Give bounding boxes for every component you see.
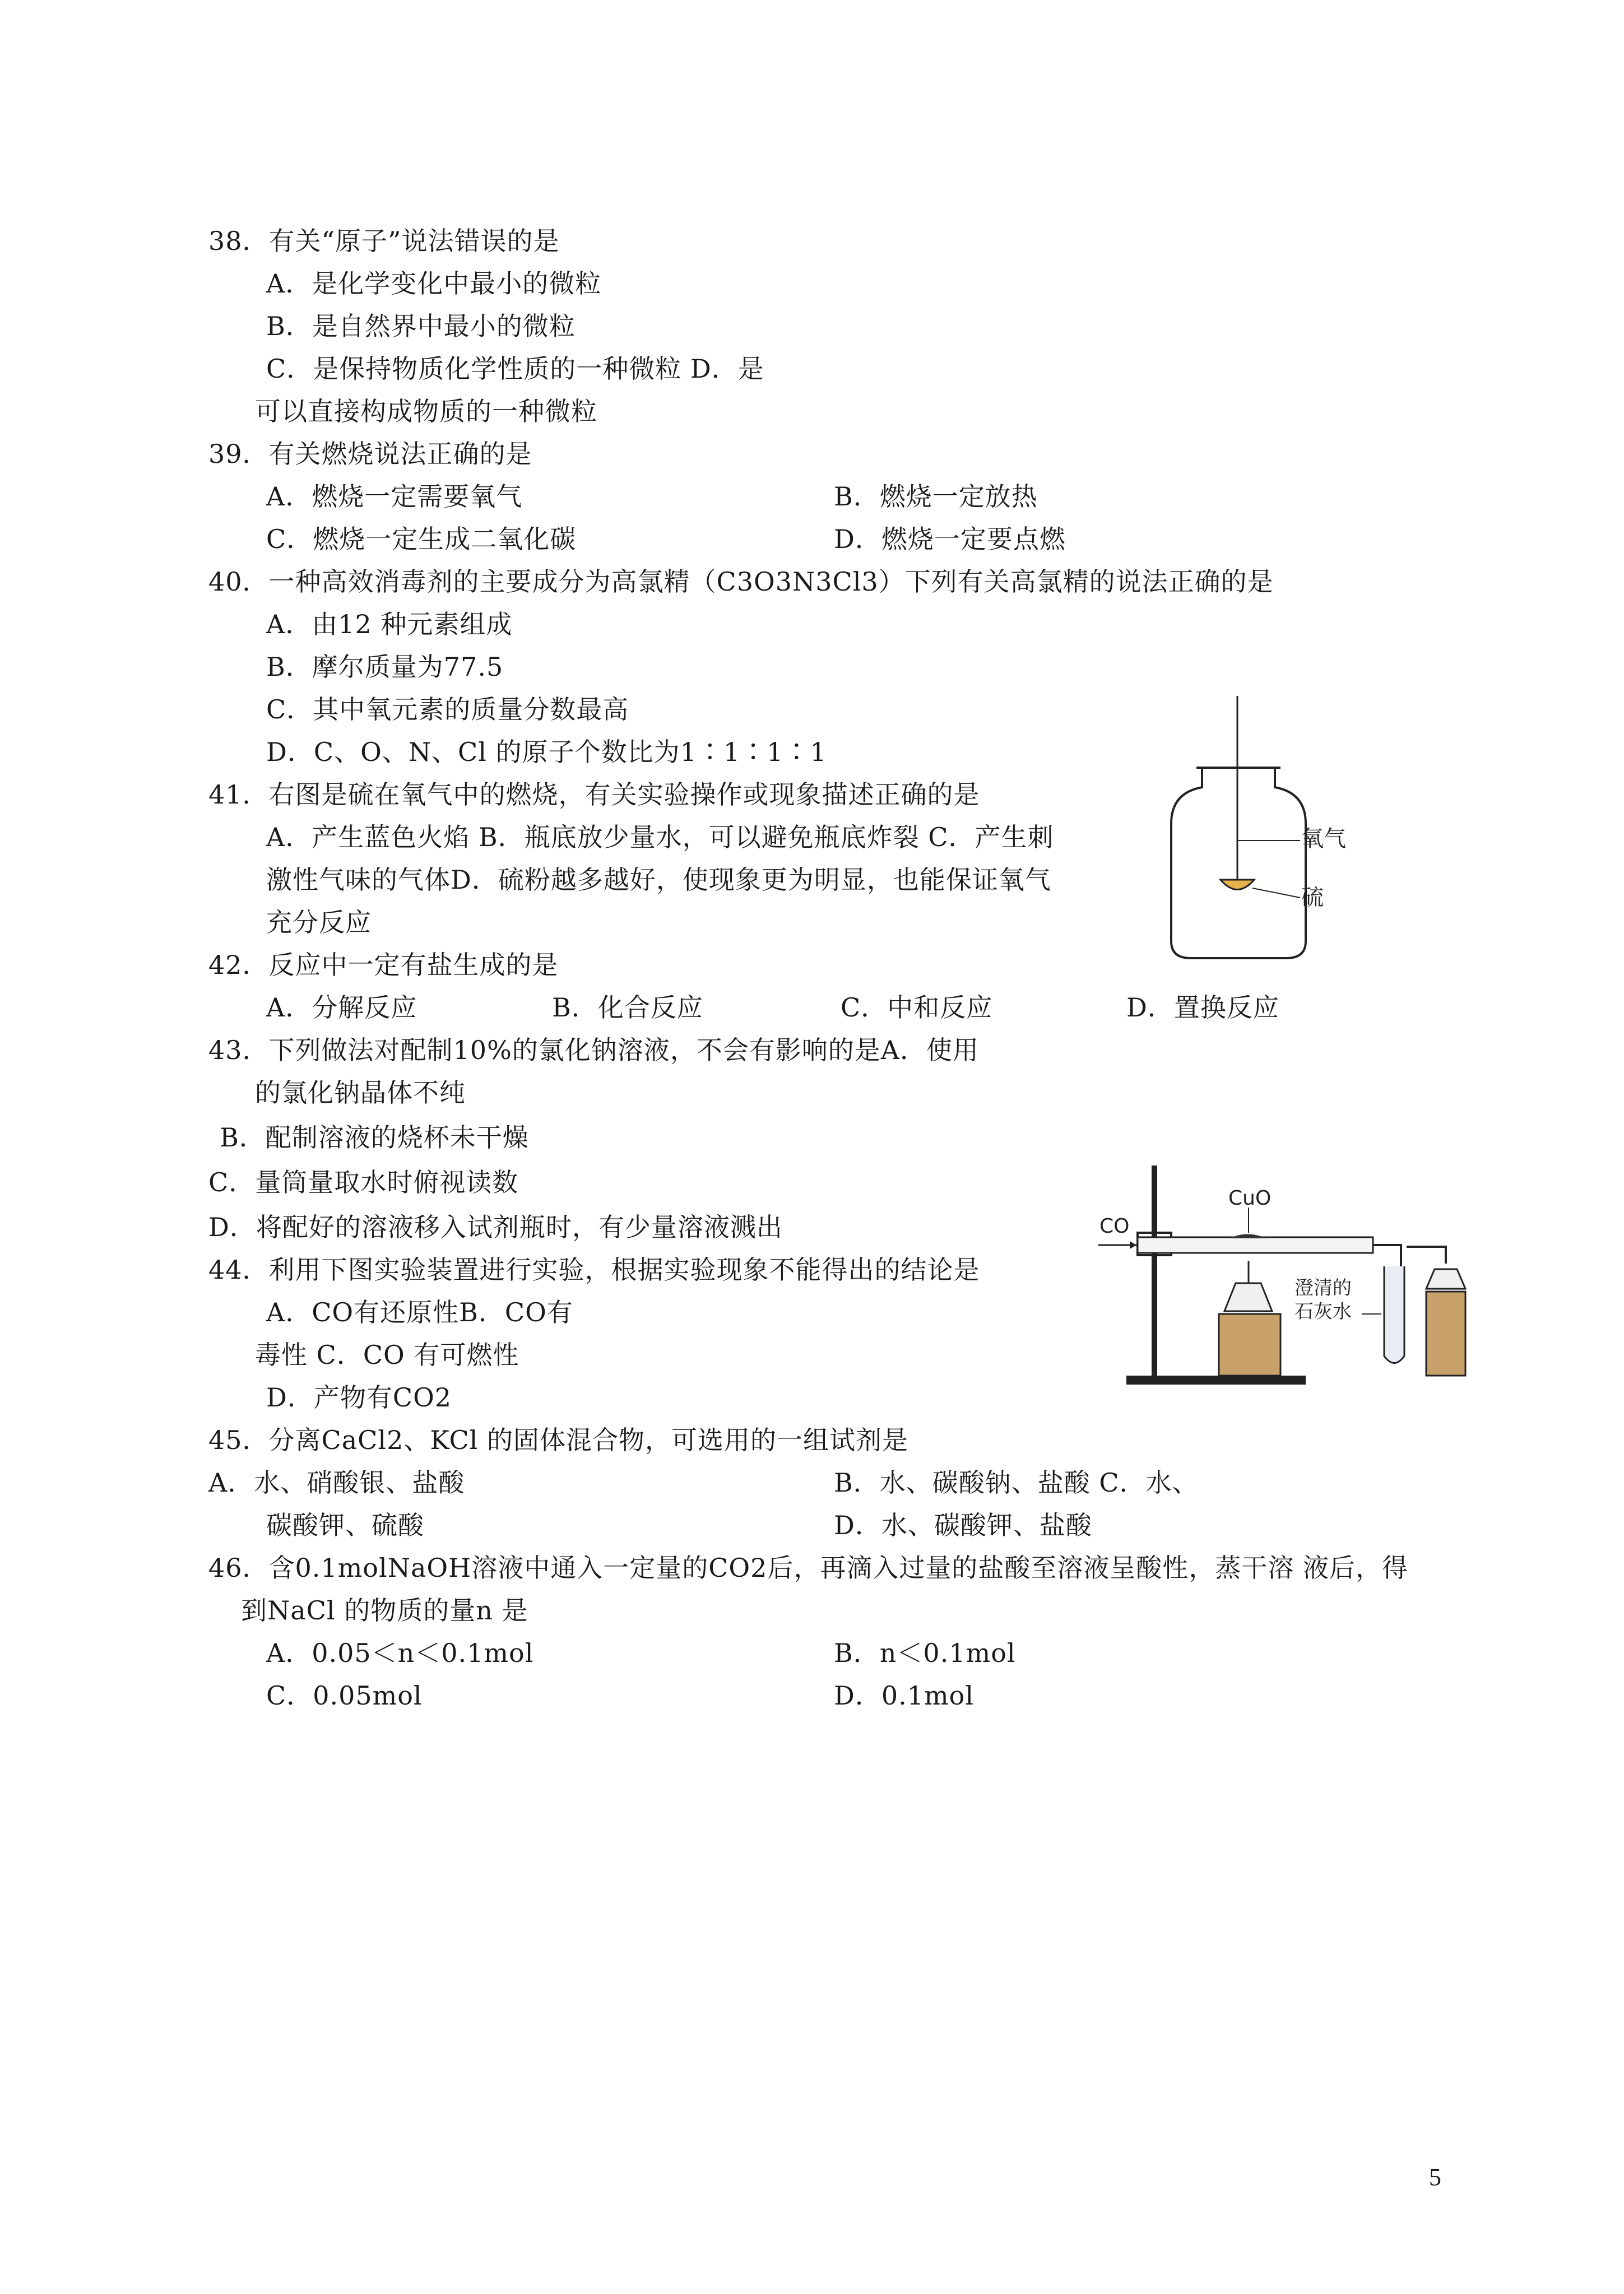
q43-option-c: C．量筒量取水时俯视读数	[208, 1167, 519, 1197]
q39-option-d: D．燃烧一定要点燃	[834, 524, 1066, 554]
q45-option-c: 碳酸钾、硫酸	[266, 1510, 424, 1540]
q46-stem-cont: 到NaCl 的物质的量n 是	[241, 1595, 528, 1626]
q46-stem: 46．含0.1molNaOH溶液中通入一定量的CO2后，再滴入过量的盐酸至溶液呈酸性，蒸干溶 液后，得	[208, 1553, 1409, 1583]
q45-stem: 45．分离CaCl2、KCl 的固体混合物，可选用的一组试剂是	[208, 1425, 908, 1455]
q42-option-c: C．中和反应	[841, 992, 993, 1023]
q40-option-b: B．摩尔质量为77.5	[266, 652, 504, 682]
q41-options-line-3: 充分反应	[266, 907, 372, 937]
q41-stem: 41．右图是硫在氧气中的燃烧，有关实验操作或现象描述正确的是	[208, 779, 980, 810]
q40-stem: 40．一种高效消毒剂的主要成分为高氯精（C3O3N3Cl3）下列有关高氯精的说法正确的是	[208, 566, 1274, 597]
q40-option-a: A．由12 种元素组成	[266, 609, 513, 639]
q44-options-line-2: 毒性 C．CO 有可燃性	[255, 1340, 519, 1370]
combustion-spoon	[1221, 880, 1254, 890]
label-oxygen: 氧气	[1301, 826, 1346, 852]
q43-option-d: D．将配好的溶液移入试剂瓶时，有少量溶液溅出	[208, 1212, 783, 1242]
q44-option-d: D．产物有CO2	[266, 1382, 452, 1413]
q45-option-d: D．水、碳酸钾、盐酸	[834, 1510, 1092, 1540]
q46-option-a: A．0.05＜n＜0.1mol	[266, 1638, 534, 1668]
q38-stem: 38．有关“原子”说法错误的是	[208, 226, 560, 256]
test-tube-limewater	[1384, 1266, 1404, 1363]
q42-option-a: A．分解反应	[266, 992, 417, 1023]
q40-option-d: D．C、O、N、Cl 的原子个数比为1∶1∶1∶1	[266, 737, 827, 767]
q38-option-b: B．是自然界中最小的微粒	[266, 311, 576, 341]
co-reduction-apparatus-figure	[1098, 1154, 1468, 1390]
iron-stand-rod	[1152, 1165, 1157, 1377]
glass-tube	[1138, 1237, 1373, 1253]
q40-option-c: C．其中氧元素的质量分数最高	[266, 694, 629, 725]
q44-stem: 44．利用下图实验装置进行实验，根据实验现象不能得出的结论是	[208, 1255, 980, 1285]
q38-option-c: C．是保持物质化学性质的一种微粒 D．是	[266, 354, 764, 384]
label-sulfur: 硫	[1301, 885, 1324, 911]
q43-option-a-cont: 的氯化钠晶体不纯	[255, 1078, 466, 1108]
sulfur-combustion-figure	[1138, 695, 1346, 975]
q46-option-b: B．n＜0.1mol	[834, 1638, 1016, 1668]
q38-option-d: 可以直接构成物质的一种微粒	[255, 396, 597, 426]
label-co: CO	[1099, 1215, 1130, 1238]
q42-stem: 42．反应中一定有盐生成的是	[208, 950, 559, 980]
q44-options-line-1: A．CO有还原性B．CO有	[266, 1297, 573, 1327]
q42-option-d: D．置换反应	[1126, 992, 1279, 1023]
q43-option-b: B．配制溶液的烧杯未干燥	[220, 1122, 529, 1153]
q39-option-c: C．燃烧一定生成二氧化碳	[266, 524, 577, 554]
label-limewater-line-2: 石灰水	[1294, 1301, 1352, 1323]
q41-options-line-1: A．产生蓝色火焰 B．瓶底放少量水，可以避免瓶底炸裂 C．产生刺	[266, 822, 1054, 852]
alcohol-lamp-right	[1426, 1269, 1465, 1289]
q45-option-b: B．水、碳酸钠、盐酸 C．水、	[834, 1468, 1199, 1498]
q45-option-a: A．水、硝酸银、盐酸	[208, 1468, 465, 1498]
label-limewater-line-1: 澄清的	[1294, 1277, 1352, 1299]
q46-option-d: D．0.1mol	[834, 1680, 975, 1711]
label-cuo: CuO	[1228, 1187, 1272, 1210]
q39-stem: 39．有关燃烧说法正确的是	[208, 439, 532, 469]
q41-options-line-2: 激性气味的气体D．硫粉越多越好，使现象更为明显，也能保证氧气	[266, 865, 1051, 895]
q46-option-c: C．0.05mol	[266, 1680, 423, 1711]
q43-stem: 43．下列做法对配制10%的氯化钠溶液，不会有影响的是A．使用	[208, 1035, 979, 1065]
q38-option-a: A．是化学变化中最小的微粒	[266, 268, 602, 299]
q42-option-b: B．化合反应	[552, 992, 703, 1023]
q39-option-b: B．燃烧一定放热	[834, 481, 1038, 512]
wood-block-right	[1426, 1292, 1465, 1376]
q39-option-a: A．燃烧一定需要氧气	[266, 481, 523, 512]
wood-block-left	[1219, 1314, 1280, 1376]
page-number: 5	[1429, 2163, 1441, 2191]
gas-bottle	[1171, 768, 1306, 958]
alcohol-lamp	[1224, 1283, 1272, 1311]
